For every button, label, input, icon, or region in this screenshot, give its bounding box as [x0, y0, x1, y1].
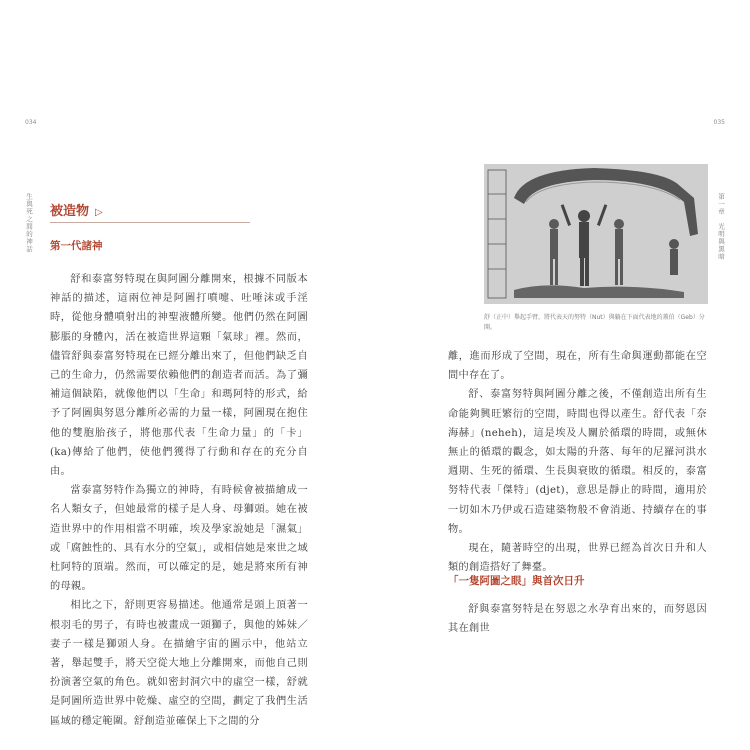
triangle-marker-icon: ▷: [95, 207, 103, 218]
section-title-text: 被造物: [50, 204, 90, 219]
egyptian-papyrus-illustration: [484, 164, 708, 304]
paragraph: 離，進而形成了空間，現在，所有生命與運動都能在空間中存在了。: [448, 351, 707, 382]
running-head-right: 第一章 光明與黑暗: [717, 193, 725, 261]
page-number-left: 034: [25, 119, 37, 126]
paragraph: 舒、泰富努特與阿圖分離之後，不僅創造出所有生命能夠興旺繁衍的空間，時間也得以產生。舒代表「奈海赫」(neheh)，這是埃及人關於循環的時間，或無休無止的循環的觀念，如太陽的升落、每年的尼羅河洪水週期、生死的循環、生長與衰敗的循環。相反的，泰富努特代表「傑特」(djet)，意思是靜止的時間，適用於一切如木乃伊或石造建築物般不會消逝、持續存在的事物。: [448, 389, 707, 535]
section-title: [50, 200, 250, 223]
papyrus-image: [484, 164, 708, 304]
paragraph: 當泰富努特作為獨立的神時，有時候會被描繪成一名人類女子，但她最常的樣子是人身、母獅頭。她在被造世界中的作用相當不明確，埃及學家說她是「濕氣」或「腐蝕性的、具有水分的空氣」，或相信她是來世之域杜阿特的頂端。然而，可以確定的是，她是將來所有神的母親。: [50, 485, 308, 593]
right-body-text-2: [448, 600, 707, 638]
paragraph: 相比之下，舒則更容易描述。他通常是頭上頂著一根羽毛的男子，有時也被畫成一頭獅子，與他的姊妹／妻子一樣是獅頭人身。在描繪宇宙的圖示中，他站立著，舉起雙手，將天空從大地上分離開來，而他自己則扮演著空氣的角色。就如密封洞穴中的虛空一樣，舒就是阿圖所造世界中乾燥、虛空的空間，劃定了我們生活區域的穩定範圍。舒創造並確保上下之間的分: [50, 600, 308, 727]
page-number-right: 035: [713, 119, 725, 126]
paragraph: 舒和泰富努特現在與阿圖分離開來，根據不同版本神話的描述，這兩位神是阿圖打噴嚏、吐唾沫或手淫時，從他身體噴射出的神聖液體所變。他們仍然在阿圖膨脹的身體內，活在被造世界這顆「氣球」裡。然而，儘管舒與泰富努特現在已經分離出來了，但他們缺乏自己的生命力，仍然需要依賴他們的創造者而活。為了彌補這個缺陷，就像他們以「生命」和瑪阿特的形式，給予了阿圖與努恩分離所必需的力量一樣，阿圖現在抱住他的雙胞胎孩子，將他那代表「生命力量」的「卡」(ka)傳給了他們，使他們獲得了行動和存在的充分自由。: [50, 274, 308, 478]
subheading-first-gods: 第一代諸神: [50, 240, 103, 252]
running-head-left: 生與死之間的神話: [25, 193, 33, 253]
figure-caption: 舒（正中）舉起手臂，將代表天的努特（Nut）與躺在下面代表地的蓋伯（Geb）分開。: [484, 314, 705, 331]
paragraph: 現在，隨著時空的出現，世界已經為首次日升和人類的創造搭好了舞臺。: [448, 543, 707, 574]
paragraph: 舒與泰富努特是在努恩之水孕育出來的，而努恩因其在創世: [448, 604, 707, 635]
left-body-text: [50, 270, 308, 731]
right-body-text: [448, 347, 707, 577]
subheading-eye-of-atum: 「一隻阿圖之眼」與首次日升: [448, 575, 585, 587]
